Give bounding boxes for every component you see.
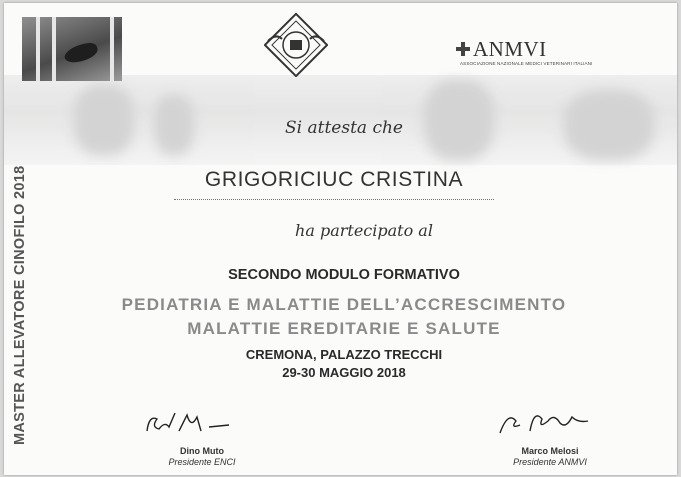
dog-agility-photo bbox=[22, 17, 122, 81]
signer-anmvi bbox=[470, 446, 630, 467]
signer-name: Dino Muto bbox=[180, 446, 224, 456]
module-title: SECONDO MODULO FORMATIVO bbox=[228, 267, 460, 283]
anmvi-subtitle: ASSOCIAZIONE NAZIONALE MEDICI VETERINARI ITALIANI bbox=[460, 61, 593, 66]
subject-line-2: MALATTIE EREDITARIE E SALUTE bbox=[187, 319, 501, 338]
anmvi-name: ANMVI bbox=[473, 37, 547, 61]
signature-dino-muto bbox=[139, 405, 249, 441]
certificate-sheet bbox=[4, 3, 677, 475]
name-underline bbox=[174, 199, 494, 200]
subject-line-1: PEDIATRIA E MALATTIE DELL’ACCRESCIMENTO bbox=[121, 295, 567, 314]
side-title: MASTER ALLEVATORE CINOFILO 2018 bbox=[12, 165, 28, 445]
signer-role: Presidente ANMVI bbox=[513, 457, 587, 467]
attesta-text: Si attesta che bbox=[285, 118, 403, 138]
signature-marco-melosi bbox=[494, 403, 604, 439]
signer-enci bbox=[122, 446, 282, 467]
signer-role: Presidente ENCI bbox=[168, 457, 236, 467]
event-dates: 29-30 MAGGIO 2018 bbox=[282, 365, 406, 380]
recipient-name: GRIGORICIUC CRISTINA bbox=[204, 168, 464, 191]
enci-seal-icon bbox=[264, 13, 328, 77]
cross-icon bbox=[456, 42, 470, 56]
signer-name: Marco Melosi bbox=[521, 446, 579, 456]
partecipato-text: ha partecipato al bbox=[295, 221, 433, 240]
event-place: CREMONA, PALAZZO TRECCHI bbox=[245, 347, 443, 362]
